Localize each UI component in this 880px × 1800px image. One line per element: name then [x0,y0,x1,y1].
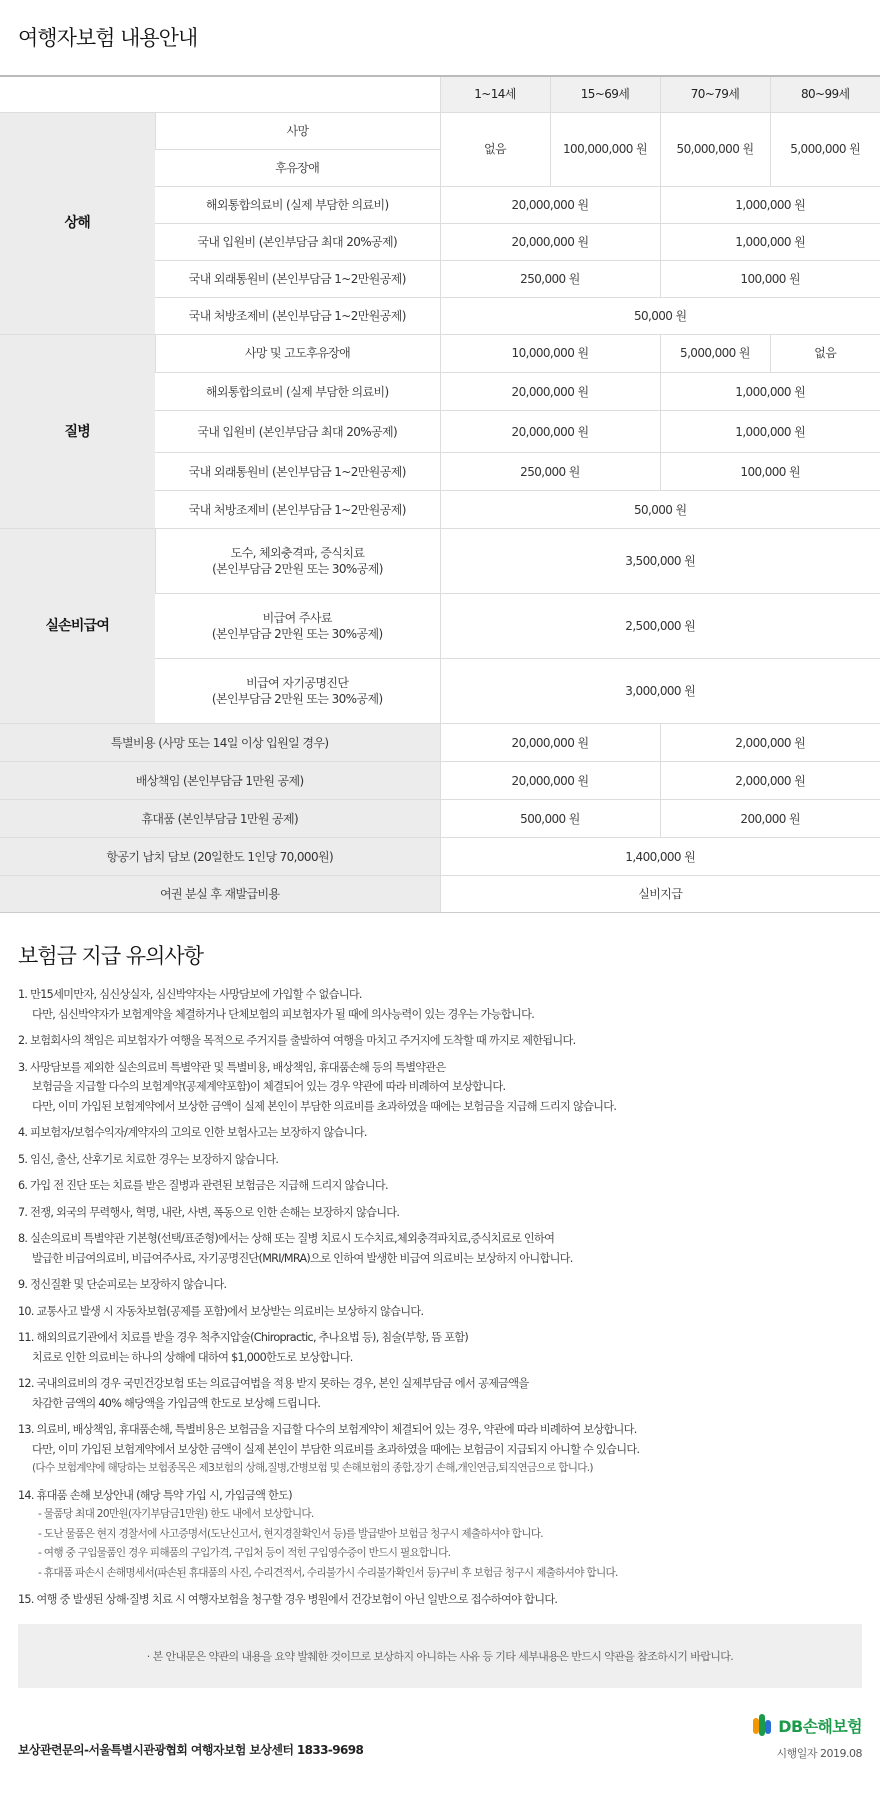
note-line: 14. 휴대품 손해 보상안내 (해당 특약 가입 시, 가입금액 한도) [18,1488,292,1502]
note-line: 8. 실손의료비 특별약관 기본형(선택/표준형)에서는 상해 또는 질병 치료시 도수치료,체외충격파치료,증식치료로 인하여 [18,1232,555,1245]
cell-value: 100,000 원 [660,260,880,297]
cell-value: 1,000,000 원 [660,223,880,260]
cell-value: 3,500,000 원 [440,529,880,594]
table-row [0,335,880,373]
category-injury: 상해 [0,112,155,335]
note-line: 다만, 이미 가입된 보험계약에서 보상한 금액이 실제 본인이 부담한 의료비를 초과하였을 때에는 보험금을 지급해 드리지 않습니다. [32,1099,617,1113]
note-line: 4. 피보험자/보험수익자/계약자의 고의로 인한 보험사고는 보장하지 않습니다. [18,1126,367,1139]
note-line: 발급한 비급여의료비, 비급여주사료, 자기공명진단(MRI/MRA)으로 인하여 발생한 비급여 의료비는 보상하지 아니합니다. [32,1251,573,1265]
note-line: 다만, 이미 가입된 보험계약에서 보상한 금액이 실제 본인이 부담한 의료비를 초과하였을 때에는 보험금이 지급되지 아니할 수 있습니다. [32,1442,640,1456]
note-line: 다만, 심신박약자가 보험계약을 체결하거나 단체보험의 피보험자가 될 때에 의사능력이 있는 경우는 가능합니다. [32,1007,535,1021]
cell-value: 250,000 원 [440,260,660,297]
row-label [155,529,440,594]
note-line: 차감한 금액의 40% 해당액을 가입금액 한도로 보상해 드립니다. [32,1396,321,1410]
cell-value: 1,400,000 원 [440,838,880,876]
age-header: 70~79세 [660,76,770,112]
effective-date: 시행일자 2019.08 [776,1747,862,1760]
age-header: 15~69세 [550,76,660,112]
note-line: 5. 임신, 출산, 산후기로 치료한 경우는 보장하지 않습니다. [18,1152,279,1166]
row-label: 사망 및 고도후유장애 [155,335,440,373]
db-logo-icon [751,1712,775,1738]
note-line: 1. 만15세미만자, 심신상실자, 심신박약자는 사망담보에 가입할 수 없습니다. [18,988,362,1001]
table-row [0,800,880,838]
cell-value: 5,000,000 원 [660,335,770,373]
table-row [0,762,880,800]
note-item [18,1486,864,1584]
row-label: 후유장애 [155,149,440,186]
note-line: 9. 정신질환 및 단순피로는 보장하지 않습니다. [18,1278,227,1291]
cell-value: 실비지급 [440,876,880,913]
cell-value: 10,000,000 원 [440,335,660,373]
cell-value: 1,000,000 원 [660,373,880,411]
notes-title: 보험금 지급 유의사항 [18,944,203,968]
note-line: 10. 교통사고 발생 시 자동차보험(공제를 포함)에서 보상받는 의료비는 보상하지 않습니다. [18,1304,424,1318]
row-label-line: (본인부담금 2만원 또는 30%공제) [211,627,383,641]
header-blank [0,76,440,112]
cell-value: 2,500,000 원 [440,594,880,659]
cell-value: 500,000 원 [440,800,660,838]
table-row [0,876,880,913]
note-item [18,1302,864,1322]
age-header-row [0,76,880,112]
row-label: 국내 입원비 (본인부담금 최대 20%공제) [155,411,440,453]
note-item [18,1590,864,1610]
table-row [0,529,880,594]
note-item [18,1203,864,1223]
table-row [0,838,880,876]
cell-value: 3,000,000 원 [440,659,880,724]
note-line: 7. 전쟁, 외국의 무력행사, 혁명, 내란, 사변, 폭동으로 인한 손해는 보장하지 않습니다. [18,1205,400,1219]
note-item [18,1150,864,1170]
row-label: 해외통합의료비 (실제 부담한 의료비) [155,373,440,411]
cell-value: 50,000 원 [440,491,880,529]
row-label-line: (본인부담금 2만원 또는 30%공제) [211,692,383,706]
note-subitem: - 휴대품 파손시 손해명세서(파손된 휴대품의 사진, 수리견적서, 수리불가시 수리불가확인서 등)구비 후 보험금 청구시 제출하셔야 합니다. [38,1566,618,1579]
cell-value: 50,000 원 [440,297,880,334]
cell-value: 20,000,000 원 [440,762,660,800]
contact-info: 보상관련문의-서울특별시관광협회 여행자보험 보상센터 1833-9698 [18,1743,364,1757]
note-item [18,985,864,1024]
cell-value: 50,000,000 원 [660,112,770,186]
logo-prefix: DB [778,1716,803,1736]
note-item [18,1275,864,1295]
age-header: 1~14세 [440,76,550,112]
page-title: 여행자보험 내용안내 [18,26,198,50]
note-line: 12. 국내의료비의 경우 국민건강보험 또는 의료급여법을 적용 받지 못하는 경우, 본인 실제부담금 에서 공제금액을 [18,1377,529,1390]
cell-value: 없음 [440,112,550,186]
cell-value: 100,000 원 [660,453,880,491]
note-item [18,1229,864,1268]
cell-value: 2,000,000 원 [660,762,880,800]
row-label: 휴대품 (본인부담금 1만원 공제) [0,800,440,838]
row-label: 사망 [155,112,440,149]
table-row [0,724,880,762]
cell-value: 200,000 원 [660,800,880,838]
note-item [18,1123,864,1143]
row-label-line: 비급여 주사료 [262,611,332,625]
row-label [155,659,440,724]
note-line: 6. 가입 전 진단 또는 치료를 받은 질병과 관련된 보험금은 지급해 드리지 않습니다. [18,1179,388,1192]
note-item [18,1374,864,1413]
note-item [18,1176,864,1196]
row-label: 국내 처방조제비 (본인부담금 1~2만원공제) [155,297,440,334]
cell-value: 20,000,000 원 [440,223,660,260]
note-line: (다수 보험계약에 해당하는 보험종목은 제3보험의 상해,질병,간병보험 및 손해보험의 종합,장기 손해,개인연금,퇴직연금으로 합니다.) [32,1462,593,1474]
disclaimer-box: · 본 안내문은 약관의 내용을 요약 발췌한 것이므로 보상하지 아니하는 사유 등 기타 세부내용은 반드시 약관을 참조하시기 바랍니다. [18,1624,862,1688]
cell-value: 없음 [770,335,880,373]
cell-value: 1,000,000 원 [660,186,880,223]
row-label [155,594,440,659]
cell-value: 250,000 원 [440,453,660,491]
note-line: 3. 사망담보를 제외한 실손의료비 특별약관 및 특별비용, 배상책임, 휴대품손해 등의 특별약관은 [18,1060,446,1074]
coverage-table [0,75,880,913]
company-logo [751,1712,862,1738]
note-line: 치료로 인한 의료비는 하나의 상해에 대하여 $1,000한도로 보상합니다. [32,1350,353,1364]
cell-value: 1,000,000 원 [660,411,880,453]
row-label-line: 도수, 체외충격파, 증식치료 [230,546,365,560]
note-item [18,1420,864,1479]
note-item [18,1328,864,1367]
note-subitem: - 물품당 최대 20만원(자기부담금1만원) 한도 내에서 보상합니다. [38,1508,314,1520]
logo-text [778,1714,862,1737]
row-label-line: (본인부담금 2만원 또는 30%공제) [212,562,383,576]
cell-value: 2,000,000 원 [660,724,880,762]
row-label: 해외통합의료비 (실제 부담한 의료비) [155,186,440,223]
cell-value: 20,000,000 원 [440,186,660,223]
category-disease: 질병 [0,335,155,529]
row-label: 국내 외래통원비 (본인부담금 1~2만원공제) [155,260,440,297]
age-header: 80~99세 [770,76,880,112]
note-subitem: - 도난 물품은 현지 경찰서에 사고증명서(도난신고서, 현지경찰확인서 등)를 발급받아 보험금 청구시 제출하셔야 합니다. [38,1527,543,1540]
note-item [18,1031,864,1051]
category-nonpay: 실손비급여 [0,529,155,724]
notes-list [18,985,864,1617]
row-label: 국내 외래통원비 (본인부담금 1~2만원공제) [155,453,440,491]
note-line: 11. 해외의료기관에서 치료를 받을 경우 척추지압술(Chiropractic, 추나요법 등), 침술(부항, 뜸 포함) [18,1331,469,1344]
logo-name: 손해보험 [802,1716,862,1736]
cell-value: 20,000,000 원 [440,724,660,762]
row-label: 배상책임 (본인부담금 1만원 공제) [0,762,440,800]
note-item [18,1058,864,1117]
cell-value: 5,000,000 원 [770,112,880,186]
row-label: 여권 분실 후 재발급비용 [0,876,440,913]
cell-value: 100,000,000 원 [550,112,660,186]
note-line: 13. 의료비, 배상책임, 휴대품손해, 특별비용은 보험금을 지급할 다수의 보험계약이 체결되어 있는 경우, 약관에 따라 비례하여 보상합니다. [18,1423,637,1436]
note-subitem: - 여행 중 구입물품인 경우 피해품의 구입가격, 구입처 등이 적힌 구입영수증이 반드시 필요합니다. [38,1547,451,1559]
cell-value: 20,000,000 원 [440,411,660,453]
row-label-line: 비급여 자기공명진단 [246,676,349,690]
row-label: 항공기 납치 담보 (20일한도 1인당 70,000원) [0,838,440,876]
note-line: 15. 여행 중 발생된 상해·질병 치료 시 여행자보험을 청구할 경우 병원에서 건강보험이 아닌 일반으로 접수하여야 합니다. [18,1593,558,1606]
row-label: 국내 입원비 (본인부담금 최대 20%공제) [155,223,440,260]
row-label: 국내 처방조제비 (본인부담금 1~2만원공제) [155,491,440,529]
note-line: 2. 보험회사의 책임은 피보험자가 여행을 목적으로 주거지를 출발하여 여행을 마치고 주거지에 도착할 때 까지로 제한됩니다. [18,1034,576,1047]
cell-value: 20,000,000 원 [440,373,660,411]
table-row [0,112,880,149]
note-line: 보험금을 지급할 다수의 보험계약(공제계약포함)이 체결되어 있는 경우 약관에 따라 비례하여 보상합니다. [32,1080,506,1093]
row-label: 특별비용 (사망 또는 14일 이상 입원일 경우) [0,724,440,762]
